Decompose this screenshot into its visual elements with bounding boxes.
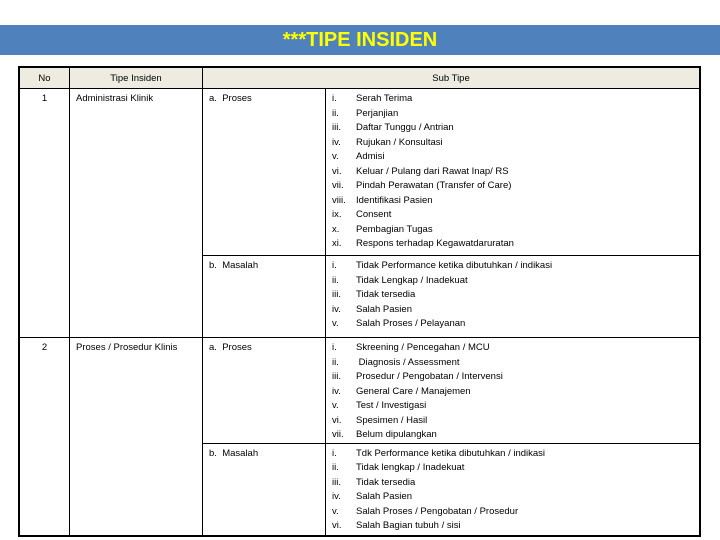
- table-header-row: [19, 67, 700, 89]
- sub-type-list: [326, 443, 701, 536]
- header-no: No: [19, 67, 70, 89]
- list-item: [332, 505, 699, 520]
- list-item: [332, 194, 699, 209]
- item-numeral: x.: [332, 223, 340, 235]
- table-body: [19, 89, 700, 537]
- list-item: [332, 303, 699, 318]
- item-numeral: viii.: [332, 194, 346, 206]
- item-text: Salah Proses / Pelayanan: [356, 318, 466, 329]
- list-item: [332, 274, 699, 289]
- list-item: [332, 136, 699, 151]
- item-text: Tidak lengkap / Inadekuat: [356, 462, 465, 473]
- list-item: [332, 461, 699, 476]
- item-numeral: iv.: [332, 136, 341, 148]
- list-item: [332, 414, 699, 429]
- list-item: [332, 223, 699, 238]
- list-item: [332, 165, 699, 180]
- sub-category: b. Masalah: [203, 256, 326, 338]
- list-item: [332, 237, 699, 252]
- item-numeral: vi.: [332, 414, 342, 426]
- row-number: 1: [19, 89, 70, 338]
- item-numeral: vii.: [332, 180, 344, 191]
- title-banner: [0, 25, 720, 55]
- list-item: [332, 317, 699, 332]
- item-numeral: v.: [332, 151, 339, 162]
- item-numeral: iii.: [332, 371, 341, 382]
- list-item: [332, 476, 699, 491]
- item-numeral: v.: [332, 505, 339, 517]
- item-text: Tidak Performance ketika dibutuhkan / indikasi: [356, 260, 553, 271]
- list-item: [332, 447, 699, 462]
- item-text: Tidak Lengkap / Inadekuat: [356, 274, 468, 286]
- item-numeral: ix.: [332, 209, 342, 220]
- sub-category: a. Proses: [203, 89, 326, 256]
- item-numeral: vi.: [332, 165, 342, 177]
- item-text: Respons terhadap Kegawatdaruratan: [356, 238, 514, 249]
- item-numeral: ii.: [332, 462, 339, 473]
- list-item: [332, 92, 699, 107]
- item-text: Salah Proses / Pengobatan / Prosedur: [356, 505, 519, 517]
- table-row: [19, 89, 700, 256]
- list-item: [332, 288, 699, 303]
- item-numeral: vi.: [332, 520, 342, 531]
- item-text: Salah Bagian tubuh / sisi: [356, 520, 461, 531]
- item-text: Daftar Tunggu / Antrian: [356, 122, 454, 133]
- item-numeral: i.: [332, 93, 337, 104]
- item-numeral: iv.: [332, 385, 341, 397]
- sub-type-list: [326, 256, 701, 338]
- list-item: [332, 341, 699, 356]
- item-text: Consent: [356, 209, 392, 220]
- item-text: Admisi: [356, 151, 385, 162]
- sub-type-list: [326, 89, 701, 256]
- item-text: Identifikasi Pasien: [356, 194, 433, 206]
- incident-type-table: [18, 66, 701, 537]
- sub-category: b. Masalah: [203, 443, 326, 536]
- page-title: ***TIPE INSIDEN: [282, 28, 438, 51]
- header-sub: Sub Tipe: [203, 67, 701, 89]
- item-text: Salah Pasien: [356, 491, 412, 502]
- list-item: [332, 107, 699, 122]
- item-text: Keluar / Pulang dari Rawat Inap/ RS: [356, 165, 509, 177]
- item-text: Test / Investigasi: [356, 400, 427, 411]
- list-item: [332, 490, 699, 505]
- list-item: [332, 179, 699, 194]
- list-item: [332, 356, 699, 371]
- item-numeral: i.: [332, 342, 337, 353]
- item-text: Skreening / Pencegahan / MCU: [356, 342, 490, 353]
- list-item: [332, 519, 699, 534]
- item-numeral: vii.: [332, 429, 344, 440]
- item-text: Diagnosis / Assessment: [356, 356, 460, 368]
- item-numeral: v.: [332, 400, 339, 411]
- list-item: [332, 259, 699, 274]
- item-text: Pembagian Tugas: [356, 223, 433, 235]
- item-numeral: ii.: [332, 107, 339, 119]
- item-numeral: iii.: [332, 289, 341, 300]
- item-numeral: i.: [332, 260, 337, 271]
- item-text: Tidak tersedia: [356, 476, 416, 488]
- item-text: Serah Terima: [356, 93, 413, 104]
- item-text: General Care / Manajemen: [356, 385, 471, 397]
- item-text: Spesimen / Hasil: [356, 414, 428, 426]
- item-numeral: iii.: [332, 476, 341, 488]
- sub-type-list: [326, 338, 701, 444]
- item-text: Prosedur / Pengobatan / Intervensi: [356, 371, 503, 382]
- item-text: Salah Pasien: [356, 303, 412, 315]
- header-tipe: Tipe Insiden: [70, 67, 203, 89]
- item-text: Belum dipulangkan: [356, 429, 437, 440]
- item-text: Tidak tersedia: [356, 289, 416, 300]
- item-numeral: v.: [332, 318, 339, 329]
- item-numeral: xi.: [332, 238, 342, 249]
- item-text: Rujukan / Konsultasi: [356, 136, 443, 148]
- list-item: [332, 399, 699, 414]
- list-item: [332, 385, 699, 400]
- list-item: [332, 208, 699, 223]
- item-numeral: iv.: [332, 303, 341, 315]
- list-item: [332, 428, 699, 443]
- incident-type: Administrasi Klinik: [70, 89, 203, 338]
- table-row: [19, 338, 700, 444]
- item-text: Tdk Performance ketika dibutuhkan / indikasi: [356, 447, 546, 459]
- list-item: [332, 150, 699, 165]
- sub-category: a. Proses: [203, 338, 326, 444]
- list-item: [332, 121, 699, 136]
- item-numeral: ii.: [332, 274, 339, 286]
- row-number: 2: [19, 338, 70, 537]
- item-numeral: iv.: [332, 491, 341, 502]
- item-numeral: i.: [332, 447, 337, 459]
- item-text: Perjanjian: [356, 107, 399, 119]
- list-item: [332, 370, 699, 385]
- item-numeral: ii.: [332, 356, 339, 368]
- item-text: Pindah Perawatan (Transfer of Care): [356, 180, 512, 191]
- incident-type: Proses / Prosedur Klinis: [70, 338, 203, 537]
- item-numeral: iii.: [332, 122, 341, 133]
